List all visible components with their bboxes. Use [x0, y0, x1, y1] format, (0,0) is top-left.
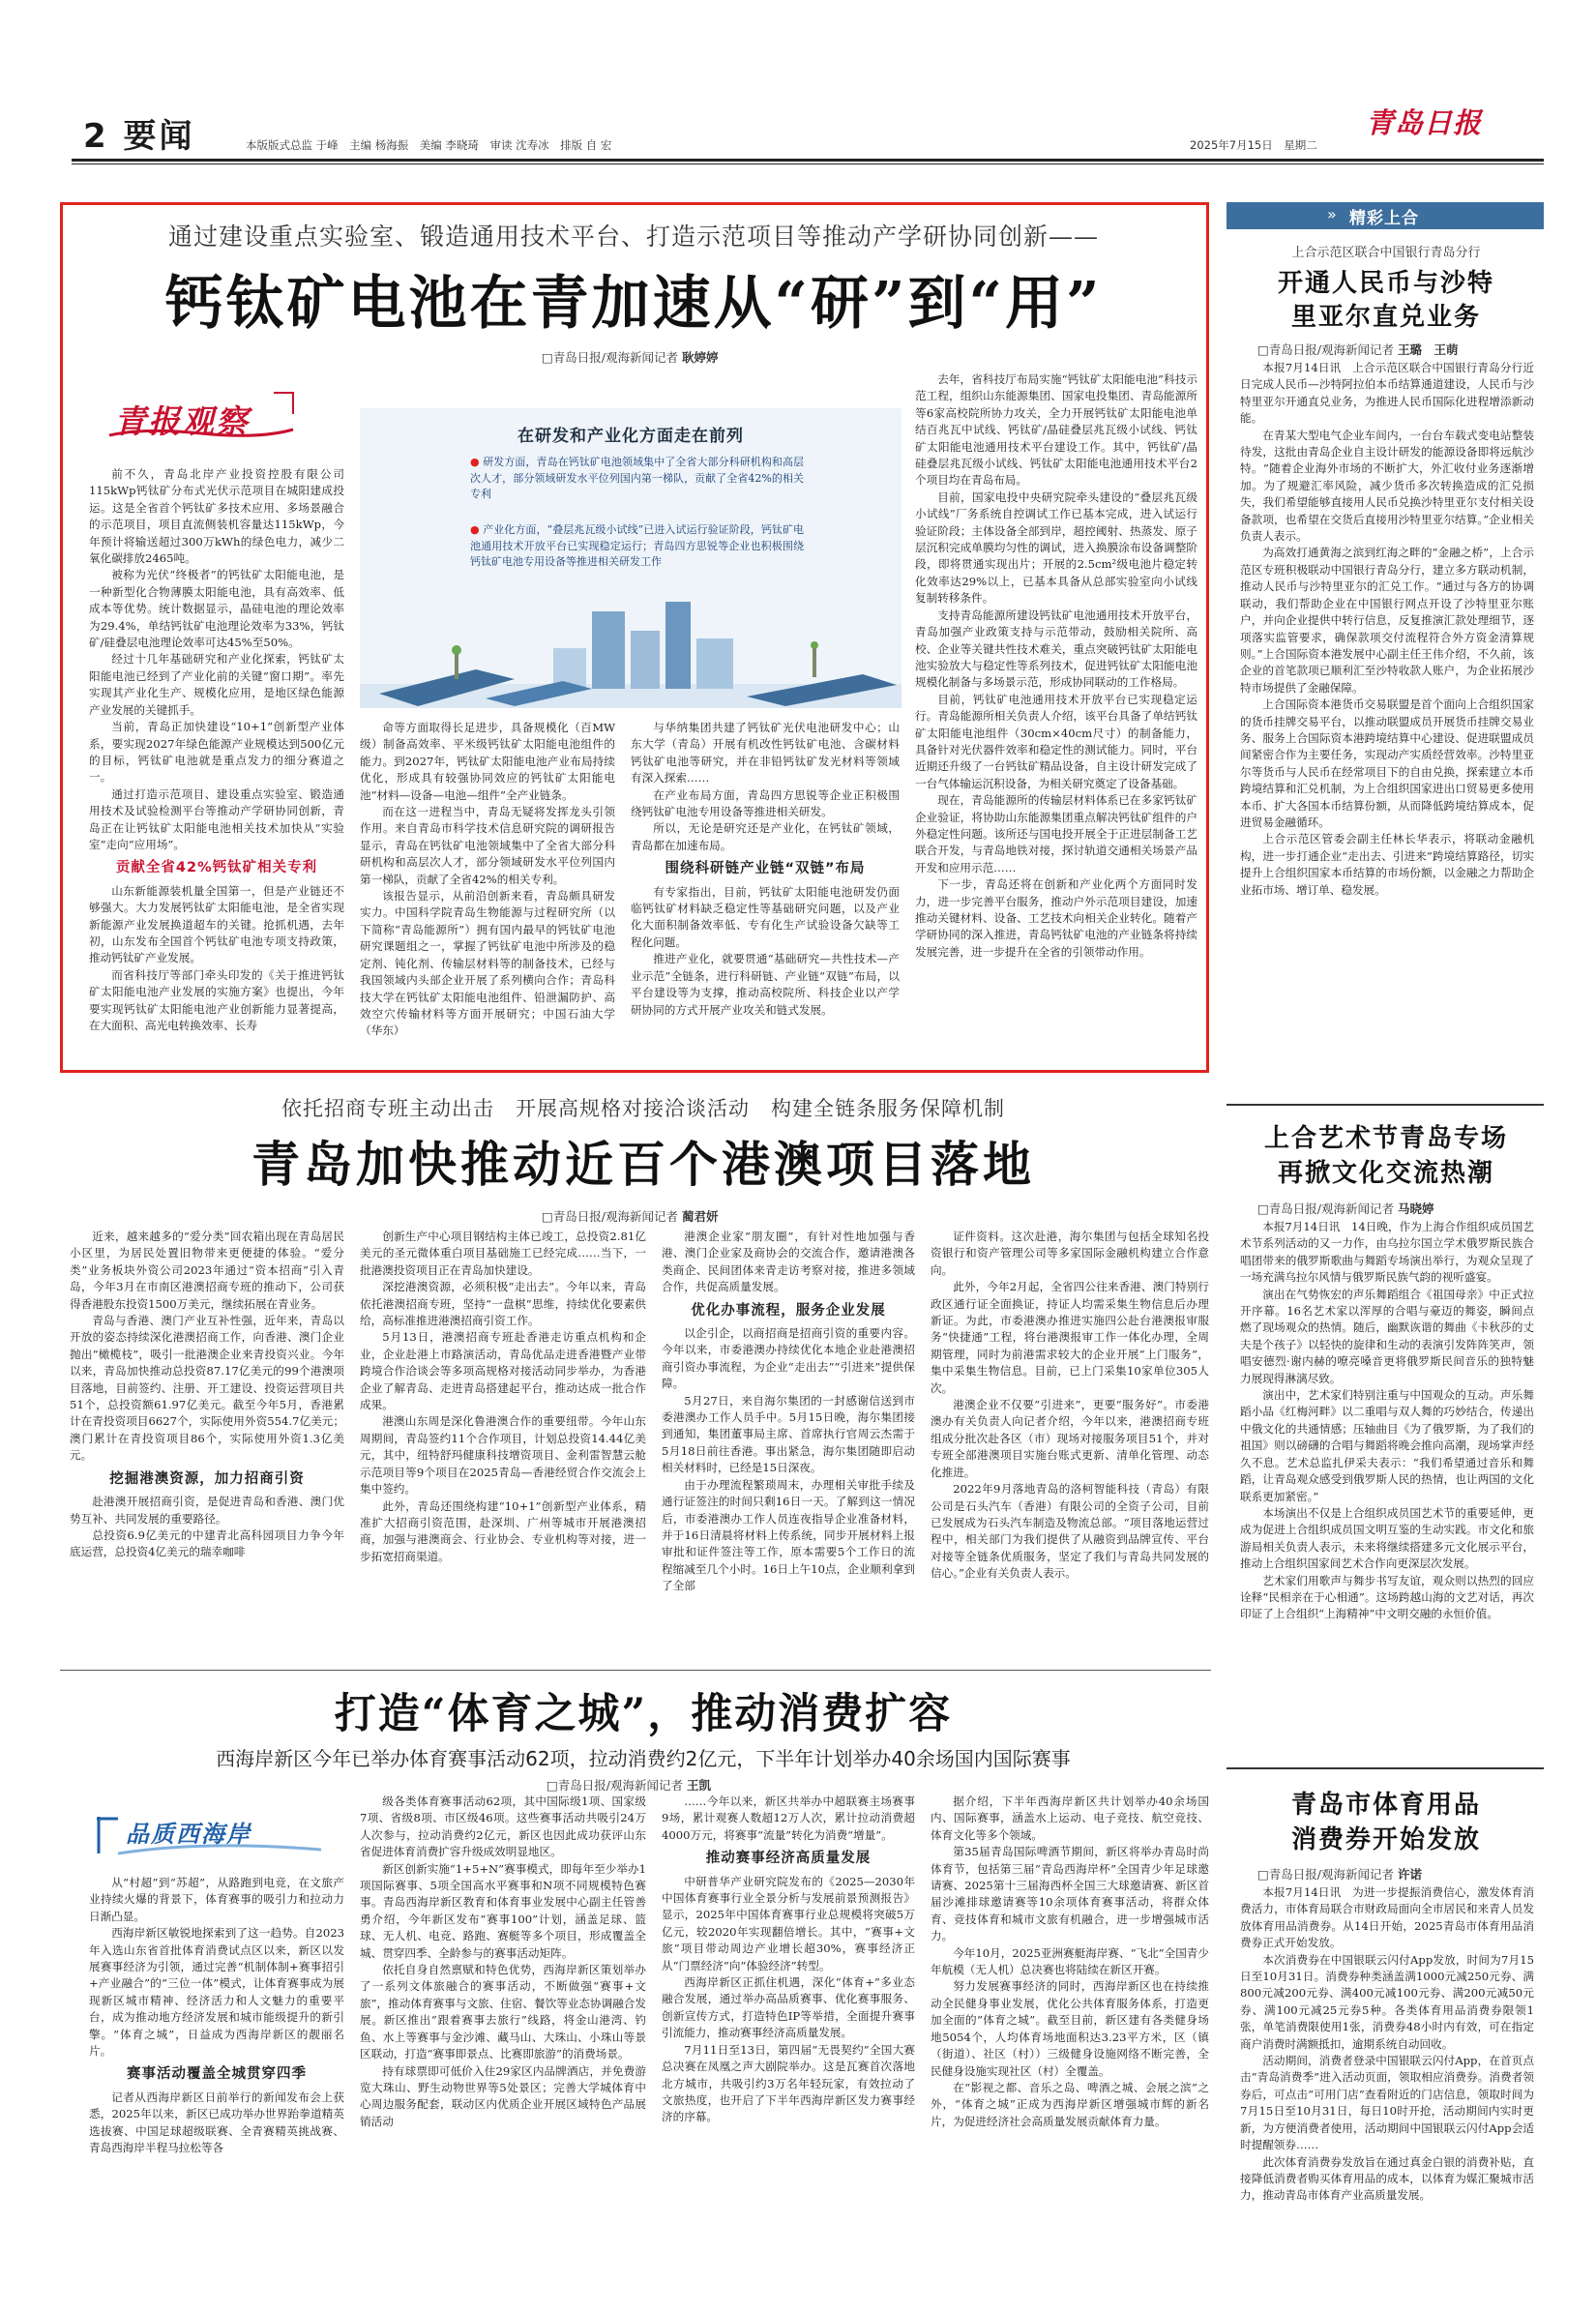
paragraph: ……今年以来，新区共举办中超联赛主场赛事9场，累计观赛人数超12万人次，累计拉动消费超4000万元，将赛事“流量”转化为消费“增量”。: [662, 1794, 915, 1842]
article2-column-4: [931, 1229, 1209, 1658]
paragraph: 与华纳集团共建了钙钛矿光伏电池研发中心；山东大学（青岛）开展有机改性钙钛矿电池、含碳材料钙钛矿电池等研究，并在非铅钙钛矿发光材料等领域有深入探索……: [631, 721, 900, 786]
paragraph: 依托自身自然禀赋和特色优势，西海岸新区策划举办了一系列文体旅融合的赛事活动，不断做强“赛事+文旅”，推动体育赛事与文旅、住宿、餐饮等业态协调融合发展。新区推出“跟着赛事去旅行”线路，将金山港湾、钓鱼、水上等赛事与金沙滩、藏马山、大珠山、小珠山等景区联动，打造“赛事即景点、比赛即旅游”的消费场景。: [360, 1963, 646, 2061]
article2-kicker: 依托招商专班主动出击 开展高规格对接洽谈活动 构建全链条服务保障机制: [281, 1097, 1005, 1120]
article2-column-3: [662, 1229, 915, 1658]
sidebar-divider: [1227, 1767, 1544, 1769]
paragraph: 西海岸新区敏锐地探索到了这一趋势。自2023年入选山东省首批体育消费试点区以来，新区以发展赛事经济为引领，通过完善“机制体制+赛事招引+产业融合”的“三位一体”模式，让体育赛事成为展现新区城市精神、经济活力和人文魅力的重要平台，成为推动地方经济发展和城市能级提升的新引擎。“体育之城”，日益成为西海岸新区的靓丽名片。: [89, 1926, 344, 2059]
sidebar-story-headline: 再掀文化交流热潮: [1277, 1159, 1494, 1188]
newspaper-logo: 青岛日报: [1366, 106, 1483, 139]
article2-column-1: [70, 1229, 344, 1658]
highlight-box-title: 在研发和产业化方面走在前列: [517, 427, 744, 446]
paragraph: 此外，今年2月起，全省四公往来香港、澳门特别行政区通行证全面换证，持证人均需采集生物信息后办理新证。为此，市委港澳办推进实施四公赴台港澳报审服务“快捷通”工程，将台港澳报审工作一体化办理，全周期管理，同时为前港需求较大的企业开展“上门服务”，集中采集生物信息。目前，已上门采集10家单位305人次。: [931, 1280, 1209, 1395]
paragraph: 以企引企，以商招商是招商引资的重要内容。今年以来，市委港澳办持续优化本地企业赴港澳招商引资办事流程，为企业“走出去”“引进来”提供保障。: [662, 1326, 915, 1391]
double-arrow-icon: »: [1327, 205, 1337, 223]
column-logo: 品质西海岸: [126, 1820, 251, 1848]
sidebar-header-label: 精彩上合: [1349, 209, 1419, 228]
paragraph: 而在这一进程当中，青岛无疑将发挥龙头引领作用。来自青岛市科学技术信息研究院的调研报告显示，青岛在钙钛矿电池领域集中了全省大部分科研机构和高层次人才，部分领域研发水平位列国内第一梯队，贡献了全省42%的相关专利。: [360, 805, 615, 886]
paragraph: 活动期间，消费者登录中国银联云闪付App，在首页点击“青岛消费季”进入活动页面，领取相应消费券。消费者领券后，可点击“可用门店”查看附近的门店信息，领取时间为7月15日至10月31日，每日10时开抢，活动期间内实时更新，为方便消费者使用，活动期间中国银联云闪付App会适时提醒领券……: [1240, 2054, 1534, 2152]
article2-byline: □青岛日报/观海新闻记者 蔺君妍: [542, 1209, 719, 1224]
paragraph: 总投资6.9亿美元的中建青北高科园项目力争今年底运营，总投资4亿美元的瑞幸咖啡: [70, 1527, 344, 1559]
paragraph: 新区创新实施“1+5+N”赛事模式，即每年至少举办1项国际赛事、5项全国高水平赛事和N项不同规模特色赛事。青岛西海岸新区教育和体育事业发展中心副主任管善勇介绍，今年新区发布“赛事100”计划，涵盖足球、篮球、无人机、电竞、路跑、赛艇等多个项目，形成覆盖全城、贯穿四季、全龄参与的赛事活动矩阵。: [360, 1861, 646, 1960]
paragraph: 证件资料。这次赴港，海尔集团与包括全球知名投资银行和资产管理公司等多家国际金融机构建立合作意向。: [931, 1230, 1209, 1277]
paragraph: 从“村超”到“苏超”，从路跑到电竞，在文旅产业持续火爆的背景下，体育赛事的吸引力和拉动力日渐凸显。: [89, 1876, 344, 1923]
paragraph: 5月13日，港澳招商专班赴香港走访重点机构和企业，企业赴港上市路演活动，青岛优品走进香港暨产业带跨境合作洽谈会等多项高规格对接活动同步举办，为香港企业了解青岛、走进青岛搭建起平台，推动达成一批合作成果。: [360, 1330, 646, 1412]
paragraph: 山东新能源装机量全国第一，但是产业链还不够强大。大力发展钙钛矿太阳能电池，是全省实现新能源产业发展换道超车的关键。抢抓机遇，去年初，山东发布全国首个钙钛矿电池专项支持政策，推动钙钛矿产业发展。: [89, 883, 344, 965]
paragraph: 通过打造示范项目、建设重点实验室、锻造通用技术及试验检测平台等推动产学研协同创新，青岛正在让钙钛矿太阳能电池相关技术加快从“实验室”走向“应用场”。: [89, 786, 344, 851]
paragraph: 现在，青岛能源所的传输层材料体系已在多家钙钛矿企业验证，将协助山东能源集团重点解决钙钛矿组件的户外稳定性问题。该所还与国电投开展全于正进层制备工艺联合开发，与青岛地铁对接，探讨轨道交通相关场景产品开发和应用示范……: [915, 793, 1197, 875]
sidebar-story-headline: 上合艺术节青岛专场: [1263, 1124, 1508, 1153]
paragraph: 目前，国家电投中央研究院牵头建设的“叠层兆瓦级小试线”厂务系统自控调试工作已基本完成，进入试运行验证阶段；主体设备全部到岸，超控阈射、热蒸发、原子层沉积完成单膜均匀性的调试，进入换膜涂布设备调整阶段，即将贯通实现出片；开展的2.5cm²级电池片稳定转化效率达29%以上，已基本具备从总部实验室向小试线复制转移条件。: [915, 489, 1197, 606]
lead-column-3: [631, 720, 900, 1066]
lead-byline: [542, 348, 719, 366]
paragraph: 努力发展赛事经济的同时，西海岸新区也在持续推动全民健身事业发展，优化公共体育服务体系，打造更加全面的“体育之城”。截至目前，新区建有各类健身场地5054个，人均体育场地面积达3.23平方米，区（镇（街道）、社区（村））三级健身设施网络不断完善，全民健身设施实现社区（村）全覆盖。: [931, 1979, 1209, 2078]
article3-column-4: [931, 1794, 1209, 2305]
paragraph: 此外，青岛还围绕构建“10+1”创新型产业体系，精准扩大招商引资范围，赴深圳、广州等城市开展港澳招商，加强与港澳商会、行业协会、专业机构等对接，进一步拓宽招商渠道。: [360, 1498, 646, 1563]
paragraph: 艺术家们用歌声与舞步书写友谊，观众则以热烈的回应诠释“民相亲在于心相通”。这场跨越山海的文艺对话，再次印证了上合组织“上海精神”中文明交融的永恒价值。: [1240, 1573, 1534, 1621]
sidebar-story-headline: 消费券开始发放: [1290, 1825, 1481, 1854]
section-divider: [60, 1670, 1211, 1671]
paragraph: 而省科技厅等部门牵头印发的《关于推进钙钛矿太阳能电池产业发展的实施方案》也提出，今年要实现钙钛矿太阳能电池产业创新能力显著提高，在大面积、高光电转换效率、长寿: [89, 967, 344, 1032]
sidebar-byline: □青岛日报/观海新闻记者 许诺: [1257, 1867, 1423, 1882]
paragraph: 在青某大型电气企业车间内，一台台车载式变电站整装待发，这批由青岛企业自主设计研发的能源设备即将远航沙特。“随着企业海外市场的不断扩大，外汇收付业务逐渐增加。为了规避汇率风险，减少货币多次转换造成的汇兑损失，我们希望能够直接用人民币兑换沙特里亚尔支付相关设备款项，也希望在交货后直接用沙特里亚尔结算。”企业相关负责人表示。: [1240, 428, 1534, 544]
lead-column-1: [89, 466, 344, 1066]
lead-kicker: 通过建设重点实验室、锻造通用技术平台、打造示范项目等推动产学研协同创新——: [167, 222, 1099, 251]
paragraph: 该报告显示，从前沿创新来看，青岛颇具研发实力。中国科学院青岛生物能源与过程研究所（以下简称“青岛能源所”）拥有国内最早的钙钛矿电池研究课题组之一，掌握了钙钛矿电池中所涉及的稳定剂、钝化剂、传输层材料等的制备技术，已经与我国领域内头部企业开展了系列横向合作；青岛科技大学在钙钛矿太阳能电池组件、铅泄漏防护、高效空穴传输材料等方面开展研究；中国石油大学（华东）: [360, 889, 615, 1038]
paragraph: 第35届青岛国际啤酒节期间，新区将举办青岛时尚体育节，包括第三届“青岛西海岸杯”全国青少年足球邀请赛、2025第十三届海西杯全国三大球邀请赛、新区首届沙滩排球邀请赛等10余项体育赛事活动，将群众体育、竞技体育和城市文旅有机融合，进一步增强城市活力。: [931, 1845, 1209, 1943]
editor-credits: 本版版式总监 于峰 主编 杨海振 美编 李晓琦 审读 沈寿冰 排版 自 宏: [246, 138, 612, 152]
sidebar-story-kicker: 上合示范区联合中国银行青岛分行: [1291, 246, 1481, 260]
paragraph: 前不久，青岛北岸产业投资控股有限公司115kWp钙钛矿分布式光伏示范项目在城阳建成投运。这是全省首个钙钛矿多技术应用、多场景融合的示范项目，项目直流侧装机容量达115kWp，今年预计将输送超过300万kWh的绿色电力，减少二氧化碳排放2465吨。: [89, 467, 344, 566]
subheading: 优化办事流程，服务企业发展: [691, 1302, 886, 1319]
paragraph: 演出在气势恢宏的声乐舞蹈组合《祖国母亲》中正式拉开序幕。16名艺术家以浑厚的合唱与豪迈的舞姿，瞬间点燃了现场观众的热情。随后，幽默诙谐的舞曲《卡秋莎的丈夫是个孩子》以轻快的旋律和生动的表演引发阵阵笑声，领唱安德烈·谢内赫的嘹亮嗓音更将俄罗斯民间音乐的独特魅力展现得淋漓尽致。: [1240, 1287, 1534, 1385]
paragraph: 上合国际资本港货币交易联盟是首个面向上合组织国家的货币挂牌交易平台，以推动联盟成员开展货币挂牌交易业务、服务上合国际资本港跨境结算中心建设、促进联盟成员间紧密合作为主要任务，实现动产实质经营效率。沙特里亚尔等货币与人民币在经常项目下的自由兑换，探索建立本币跨境结算和汇兑机制，为上合组织国家进出口贸易更多使用本币、扩大各国本币结算份额，从而降低跨境结算成本，促进贸易金融循环。: [1240, 697, 1534, 829]
paragraph: 赴港澳开展招商引资，是促进青岛和香港、澳门优势互补、共同发展的重要路径。: [70, 1495, 344, 1526]
solar-city-illustration-icon: [360, 592, 901, 708]
sidebar-story-headline: 青岛市体育用品: [1290, 1791, 1481, 1820]
paragraph: 本场演出不仅是上合组织成员国艺术节的重要延伸，更成为促进上合组织成员国文明互鉴的生动实践。市文化和旅游局相关负责人表示，未来将继续搭建多元文化展示平台，推动上合组织国家间艺术合作向更深层次发展。: [1240, 1505, 1534, 1571]
masthead-rule: [72, 159, 1544, 162]
paragraph: 为高效打通黄海之滨到红海之畔的“金融之桥”，上合示范区专班积极联动中国银行青岛分行，建立多方联动机制，推动人民币与沙特里亚尔的汇兑工作。“通过与各方的协调联动，我们帮助企业在中国银行网点开设了沙特里亚尔账户，并向企业提供中转行信息，反复推演汇款处理细节，逐项落实监管要求，确保款项交付流程符合外方资金清算规则。”上合国际资本港发展中心副主任王伟介绍，不久前，该企业的首笔款项已顺利汇至沙特收款人账户，为企业拓展沙特市场提供了金融保障。: [1240, 546, 1534, 695]
sidebar-byline: □青岛日报/观海新闻记者 马晓婷: [1257, 1201, 1434, 1216]
paragraph: 港澳企业不仅要“引进来”，更要“服务好”。市委港澳办有关负责人向记者介绍，今年以来，港澳招商专班组成分批次赴各区（市）现场对接服务项目51个，并对专班全部港澳项目实施台账式更新、清单化管理、动态化推进。: [931, 1398, 1209, 1479]
article3-column-2: [360, 1794, 646, 2305]
sidebar-story-headline: 里亚尔直兑业务: [1290, 303, 1481, 332]
lead-column-4: [915, 371, 1197, 1066]
subheading: 贡献全省42%钙钛矿相关专利: [115, 860, 318, 876]
sidebar-story-body: [1240, 360, 1534, 1095]
article2-column-2: [360, 1229, 646, 1658]
paragraph: 中研普华产业研究院发布的《2025—2030年中国体育赛事行业全景分析与发展前景预测报告》显示，2025年中国体育赛事行业总规模将突破5万亿元，较2020年实现翻倍增长。其中，“赛事+文旅”项目带动周边产业增长超30%，赛事经济正从“门票经济”向“体验经济”转型。: [662, 1874, 915, 1972]
paragraph: 2022年9月落地青岛的洛柯智能科技（青岛）有限公司是石头汽车（香港）有限公司的全资子公司，目前已发展成为石头汽车制造及物流总部。“项目落地运营过程中，相关部门为我们提供了从融资到品牌宣传、平台对接等全链条优质服务，坚定了我们与青岛共同发展的信心。”企业有关负责人表示。: [931, 1482, 1209, 1581]
paragraph: 西海岸新区正抓住机遇，深化“体育+”多业态融合发展，通过举办高品质赛事、优化赛事服务、创新宣传方式，打造特色IP等举措，全面提升赛事引流能力，推动赛事经济高质量发展。: [662, 1975, 915, 2040]
paragraph: 此次体育消费券发放旨在通过真金白银的消费补贴，直接降低消费者购买体育用品的成本，以体育为媒汇聚城市活力，推动青岛市体育产业高质量发展。: [1240, 2154, 1534, 2203]
paragraph: 目前，钙钛矿电池通用技术开放平台已实现稳定运行。青岛能源所相关负责人介绍，该平台具备了单结钙钛矿太阳能电池组件（30cm×40cm尺寸）的制备能力，具备针对光伏器件效率和稳定性的测试能力。同时，平台近期还升级了一台钙钛矿精品设备，自主设计研发完成了一台气体输运沉积设备，为相关研究奠定了设备基础。: [915, 692, 1197, 790]
paragraph: 经过十几年基础研究和产业化探索，钙钛矿太阳能电池已经到了产业化前的关键“窗口期”。率先实现其产业化生产、规模化应用，是地区绿色能源产业发展的关键抓手。: [89, 652, 344, 717]
paragraph: 演出中，艺术家们特别注重与中国观众的互动。声乐舞蹈小品《红梅河畔》以二重唱与双人舞的巧妙结合，传递出中俄文化的共通情感；压轴曲目《为了俄罗斯，为了我们的祖国》则以磅礴的合唱与舞蹈将晚会推向高潮，现场掌声经久不息。艺术总监扎伊采夫表示：“我们希望通过音乐和舞蹈，让青岛观众感受到俄罗斯人民的热情，也让两国的文化联系更加紧密。”: [1240, 1388, 1534, 1503]
paragraph: 7月11日至13日，第四届“无畏契约”全国大赛总决赛在凤凰之声大剧院举办。这是瓦赛首次落地北方城市，共吸引约3万名年轻玩家，有效拉动了文旅热度，也开启了下半年西海岸新区发力赛事经济的序幕。: [662, 2042, 915, 2124]
masthead-rule-thin: [72, 163, 1544, 164]
paragraph: 被称为光伏“终极者”的钙钛矿太阳能电池，是一种新型化合物薄膜太阳能电池，具有高效率、低成本等优势。统计数据显示，晶硅电池的理论效率为29.4%，单结钙钛矿电池理论效率为33%，钙钛矿/硅叠层电池理论效率可达45%至50%。: [89, 568, 344, 650]
lead-column-2: [360, 720, 615, 1066]
paragraph: 港澳山东周是深化鲁港澳合作的重要纽带。今年山东周期间，青岛签约11个合作项目，计划总投资14.44亿美元，其中，纽特舒玛健康科技增资项目、金利雷智慧云舱示范项目等9个项目在2025青岛—香港经贸合作交流会上集中签约。: [360, 1414, 646, 1497]
article3-subheadline: 西海岸新区今年已举办体育赛事活动62项，拉动消费约2亿元，下半年计划举办40余场国内国际赛事: [216, 1747, 1071, 1770]
article3-headline: 打造“体育之城”，推动消费扩容: [334, 1690, 953, 1738]
paragraph: 级各类体育赛事活动62项，其中国际级1项、国家级7项、省级8项、市区级46项。这些赛事活动共吸引24万人次参与，拉动消费约2亿元，新区也因此成功获评山东省促进体育消费扩容升级成效明显地区。: [360, 1794, 646, 1859]
article3-column-3: [662, 1794, 915, 2305]
paragraph: 上合示范区管委会副主任林长华表示，将联动金融机构，进一步打通企业“走出去、引进来”跨境结算路径，切实提升上合组织国家本币结算的市场份额，以金融之力帮助企业拓市场、增订单、稳发展。: [1240, 832, 1534, 897]
paragraph: 下一步，青岛还将在创新和产业化两个方面同时发力，进一步完善平台服务，推动户外示范项目建设，加速推动关键材料、设备、工艺技术向相关企业转化。随着产学研协同的深入推进，青岛钙钛矿电池的产业链条将持续发展完善，进一步提升在全省的引领带动作用。: [915, 877, 1197, 959]
paragraph: 青岛与香港、澳门产业互补性强，近年来，青岛以开放的姿态持续深化港澳招商工作，向香港、澳门企业抛出“橄榄枝”，吸引一批港澳企业来青投资兴业。今年以来，青岛加快推动总投资87.17亿美元的99个港澳项目落地，目前签约、注册、开工建设、投资运营项目共51个，总投资额61.97亿美元。截至今年5月，香港累计在青投资项目6627个，实际使用外资554.7亿美元；澳门累计在青投资项目86个，实际使用外资1.3亿美元。: [70, 1314, 344, 1463]
article3-byline: □青岛日报/观海新闻记者 王凯: [547, 1778, 712, 1793]
paragraph: 持有球票即可低价入住29家区内品牌酒店，并免费游览大珠山、野生动物世界等5处景区；完善大学城体育中心周边服务配套，联动区内优质企业开展区域特色产品展销活动: [360, 2063, 646, 2128]
highlight-point: ● 产业化方面，“叠层兆瓦级小试线”已进入试运行验证阶段，钙钛矿电池通用技术开放平台已实现稳定运行；青岛四方思锐等企业也积极围绕钙钛矿电池专用设备等推进相关研发工作: [470, 523, 805, 568]
article2-headline: 青岛加快推动近百个港澳项目落地: [251, 1136, 1035, 1193]
byline-prefix: □青岛日报/观海新闻记者: [542, 350, 679, 365]
paragraph: 命等方面取得长足进步，具备规模化（百MW级）制备高效率、平米级钙钛矿太阳能电池组件的能力。到2027年，钙钛矿太阳能电池产业布局持续优化，形成具有较强协同效应的钙钛矿太阳能电池“材料—设备—电池—组件”全产业链条。: [360, 721, 615, 802]
paragraph: 所以，无论是研究还是产业化，在钙钛矿领域，青岛都在加速布局。: [631, 821, 900, 852]
sidebar-story-body: [1240, 1884, 1534, 2305]
paragraph: 有专家指出，目前，钙钛矿太阳能电池研发仍面临钙钛矿材料缺乏稳定性等基础研究问题，以及产业化大面积制备效率低、专有化生产试验设备欠缺等工程化问题。: [631, 884, 900, 949]
paragraph: 记者从西海岸新区日前举行的新闻发布会上获悉，2025年以来，新区已成功举办世界跆拳道精英选拔赛、中国足球超级联赛、全青赛精英挑战赛、青岛西海岸半程马拉松等各: [89, 2090, 344, 2155]
subheading: 挖掘港澳资源，加力招商引资: [109, 1470, 305, 1487]
paragraph: 推进产业化，就要贯通“基础研究—共性技术—产业示范”全链条，进行科研链、产业链“双链”布局，以平台建设等为支撑，推动高校院所、科技企业以产学研协同的方式开展产业攻关和链式发展。: [631, 952, 900, 1017]
paragraph: 本报7月14日讯 为进一步提振消费信心，激发体育消费活力，市体育局联合市财政局面向全市居民和来青人员发放体育用品消费券。从14日开始，2025青岛市体育用品消费券正式开始发放。: [1240, 1885, 1534, 1950]
paragraph: 本报7月14日讯 14日晚，作为上海合作组织成员国艺术节系列活动的又一力作，由乌拉尔国立学术俄罗斯民族合唱团带来的俄罗斯歌曲与舞蹈专场演出举行，为观众呈现了一场充满乌拉尔风情与俄罗斯民族气韵的视听盛宴。: [1240, 1220, 1534, 1285]
paragraph: 港澳企业家“朋友圈”，有针对性地加强与香港、澳门企业家及商协会的交流合作，邀请港澳各类商企、民间团体来青走访考察对接，推进多领域合作，共促高质量发展。: [662, 1230, 915, 1294]
paragraph: 去年，省科技厅布局实施“钙钛矿太阳能电池”科技示范工程，组织山东能源集团、国家电投集团、青岛能源所等6家高校院所协力攻关，全力开展钙钛矿太阳能电池单结百兆瓦中试线、钙钛矿/晶硅叠层兆瓦级小试线、钙钛矿太阳能电池通用技术平台建设工作。其中，钙钛矿/晶硅叠层兆瓦级小试线、钙钛矿太阳能电池通用技术平台2个项目均在青岛布局。: [915, 372, 1197, 488]
issue-date: 2025年7月15日 星期二: [1190, 138, 1317, 152]
paragraph: 今年10月，2025亚洲赛艇海岸赛、“飞北”全国青少年航模（无人机）总决赛也将陆续在新区开赛。: [931, 1945, 1209, 1977]
paragraph: 本次消费券在中国银联云闪付App发放，时间为7月15日至10月31日。消费券种类涵盖满1000元减250元券、满800元减200元券、满400元减100元券、满200元减50元券、满100元减25元券5种。各类体育用品消费券限领1张，单笔消费限使用1张，消费券48小时内有效，可在指定商户消费时满额抵扣，逾期系统自动回收。: [1240, 1952, 1534, 2051]
paragraph: 当前，青岛正加快建设“10+1”创新型产业体系，要实现2027年绿色能源产业规模达到500亿元的目标，钙钛矿电池就是重点发力的细分赛道之一。: [89, 720, 344, 785]
paragraph: 创新生产中心项目钢结构主体已竣工，总投资2.81亿美元的圣元微体重白项目基础施工已经完成……当下，一批港澳投资项目正在青岛加快建设。: [360, 1230, 646, 1277]
subheading: 推动赛事经济高质量发展: [705, 1851, 872, 1867]
bullet-icon: ●: [470, 456, 480, 468]
subheading: 赛事活动覆盖全城贯穿四季: [127, 2066, 307, 2083]
paragraph: 近来，越来越多的“爱分类”回农箱出现在青岛居民小区里，为居民处置旧物带来更便捷的体验。“爱分类”业务板块外资公司2023年通过“资本招商”引入青岛，今年3月在市南区港澳招商专班的推动下，公司获得香港股东投资1500万美元，继续拓展在青业务。: [70, 1230, 344, 1311]
sidebar-story-body: [1240, 1219, 1534, 1761]
bullet-icon: ●: [470, 523, 480, 536]
paragraph: 支持青岛能源所建设钙钛矿电池通用技术开放平台，青岛加强产业政策支持与示范带动，鼓励相关院所、高校、企业等关键共性技术难关，重点突破钙钛矿太阳能电池实验放大与稳定性等系列技术，促进钙钛矿太阳能电池规模化制备与多场景示范，形成协同联动的工作格局。: [915, 608, 1197, 690]
paragraph: 深挖港澳资源，必须积极“走出去”。今年以来，青岛依托港澳招商专班，坚持“一盘棋”思维，持续优化要素供给，高标准推进港澳招商引资工作。: [360, 1280, 646, 1328]
paragraph: 据介绍，下半年西海岸新区共计划举办40余场国内、国际赛事，涵盖水上运动、电子竞技、航空竞技、体育文化等多个领域。: [931, 1794, 1209, 1842]
paragraph: 本报7月14日讯 上合示范区联合中国银行青岛分行近日完成人民币—沙特阿拉伯本币结算通道建设，人民币与沙特里亚尔开通直兑业务，为推进人民币国际化进程增添新动能。: [1240, 361, 1534, 426]
sidebar-story-headline: 开通人民币与沙特: [1277, 269, 1494, 298]
sidebar-divider: [1227, 1104, 1544, 1106]
column-logo: 青报观察: [114, 402, 250, 440]
paragraph: 在“影视之都、音乐之岛、啤酒之城、会展之滨”之外，“体育之城”正成为西海岸新区增强城市辉的新名片，为促进经济社会高质量发展贡献体育力量。: [931, 2080, 1209, 2128]
paragraph: 在产业布局方面，青岛四方思锐等企业正积极围绕钙钛矿电池专用设备等推进相关研发。: [631, 787, 900, 819]
paragraph: 由于办理流程繁琐周末，办理相关审批手续及通行证签注的时间只剩16日一天。了解到这一情况后，市委港澳办工作人员连夜指导企业准备材料，并于16日清晨将材料上传系统，同步开展材料上报审批和证件签注等工作，原本需要5个工作日的流程缩减至几个小时。16日上午10点，企业顺利拿到了全部: [662, 1477, 915, 1593]
lead-headline: 钙钛矿电池在青加速从“研”到“用”: [164, 270, 1103, 338]
paragraph: 5月27日，来自海尔集团的一封感谢信送到市委港澳办工作人员手中。5月15日晚，海尔集团接到通知，集团董事局主席、首席执行官周云杰需于5月18日前往香港。事出紧急，海尔集团随即启动相关材料时，已经是15日深夜。: [662, 1393, 915, 1475]
subheading: 围绕科研链产业链“双链”布局: [665, 861, 866, 877]
byline-author: 耿婷婷: [682, 350, 719, 365]
highlight-point: ● 研发方面，青岛在钙钛矿电池领域集中了全省大部分科研机构和高层次人才，部分领域研发水平位列国内第一梯队，贡献了全省42%的相关专利: [470, 456, 805, 500]
page-section-label: 2 要闻: [83, 117, 195, 156]
sidebar-byline: □青岛日报/观海新闻记者 王璐 王萌: [1257, 342, 1459, 357]
article3-column-1: [89, 1875, 344, 2305]
